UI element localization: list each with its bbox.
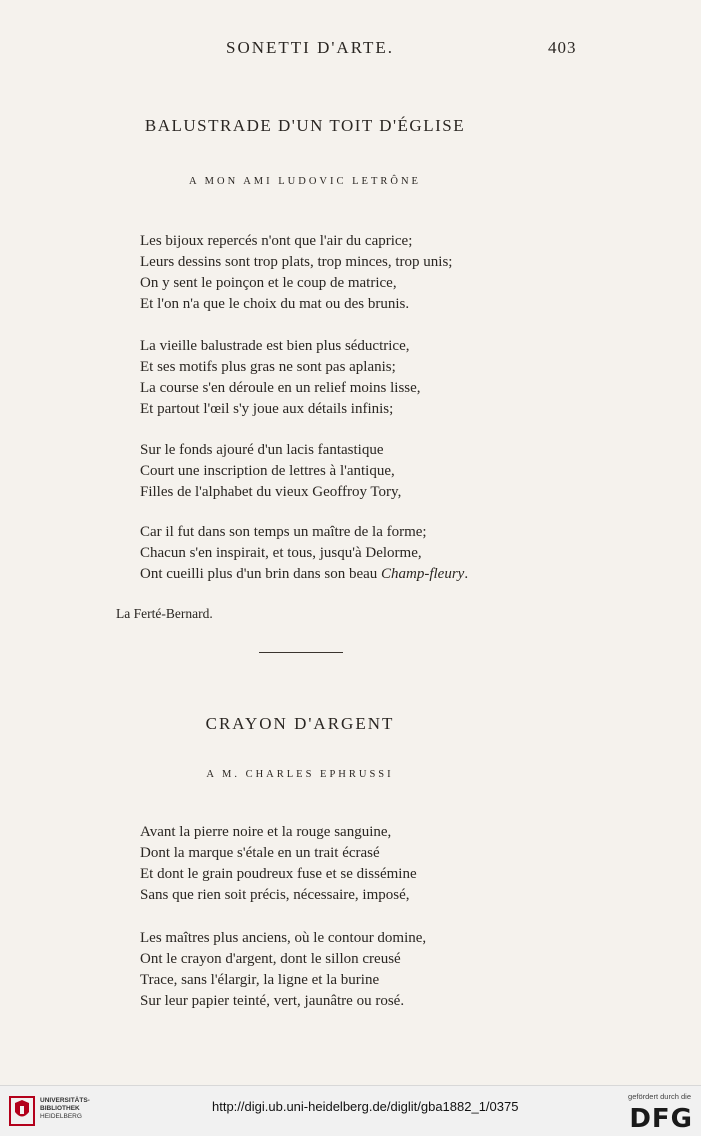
place-signature: La Ferté-Bernard. [116,606,213,621]
viewer-footer [0,1085,701,1136]
verse-line: Filles de l'alphabet du vieux Geoffroy Tory, [140,484,402,500]
verse-line: La course s'en déroule en un relief moins lisse, [140,380,421,396]
verse-line: Court une inscription de lettres à l'antique, [140,463,395,479]
verse-line: Et dont le grain poudreux fuse et se dissémine [140,866,417,882]
poem-dedication-ephrussi: A M. CHARLES EPHRUSSI [206,769,394,780]
permalink-url[interactable]: http://digi.ub.uni-heidelberg.de/diglit/gba1882_1/0375 [212,1099,519,1114]
funded-by-label: gefördert durch die [628,1092,691,1101]
stanza-2 [140,336,421,420]
stanza-1 [140,231,452,315]
verse-line: La vieille balustrade est bien plus séductrice, [140,338,410,354]
university-seal-icon[interactable] [8,1095,36,1127]
page-number: 403 [548,38,577,57]
verse-line: Et l'on n'a que le choix du mat ou des brunis. [140,296,410,312]
dfg-logo[interactable]: DFG [629,1104,693,1134]
verse-line: Ont le crayon d'argent, dont le sillon creusé [140,951,401,967]
poem-title-crayon: CRAYON D'ARGENT [205,714,395,733]
section-divider [259,652,343,653]
library-name-line: HEIDELBERG [40,1113,82,1120]
library-name-line: UNIVERSITÄTS- [40,1097,90,1104]
verse-line: On y sent le poinçon et le coup de matrice, [140,275,397,291]
verse-line-last [140,564,468,585]
stanza-3 [140,440,401,503]
stanza-5 [140,822,417,906]
verse-line: Trace, sans l'élargir, la ligne et la burine [140,972,380,988]
verse-line: Dont la marque s'étale en un trait écrasé [140,845,380,861]
stanza-4 [140,522,468,585]
poem-title-balustrade: BALUSTRADE D'UN TOIT D'ÉGLISE [144,116,466,135]
stanza-6 [140,928,426,1012]
verse-line: Chacun s'en inspirait, et tous, jusqu'à Delorme, [140,545,422,561]
verse-line: Les maîtres plus anciens, où le contour domine, [140,930,427,946]
verse-line: Et partout l'œil s'y joue aux détails infinis; [140,401,394,417]
verse-line: Avant la pierre noire et la rouge sanguine, [140,824,392,840]
verse-line: Leurs dessins sont trop plats, trop minces, trop unis; [140,254,453,270]
library-name-line: BIBLIOTHEK [40,1105,80,1112]
running-head [0,38,701,62]
verse-text: Ont cueilli plus d'un brin dans son beau [140,566,382,582]
verse-punctuation: . [464,566,469,582]
verse-line: Et ses motifs plus gras ne sont pas aplanis; [140,359,396,375]
library-name[interactable] [40,1097,90,1121]
verse-line: Sur le fonds ajouré d'un lacis fantastique [140,442,384,458]
running-title: SONETTI D'ARTE. [226,38,395,57]
verse-line: Car il fut dans son temps un maître de la forme; [140,524,427,540]
verse-line: Les bijoux repercés n'ont que l'air du caprice; [140,233,413,249]
poem-dedication-letrone: A MON AMI LUDOVIC LETRÔNE [189,176,421,187]
verse-line: Sur leur papier teinté, vert, jaunâtre ou rosé. [140,993,405,1009]
verse-line: Sans que rien soit précis, nécessaire, imposé, [140,887,410,903]
italic-title-champ-fleury: Champ-fleury [381,566,465,582]
